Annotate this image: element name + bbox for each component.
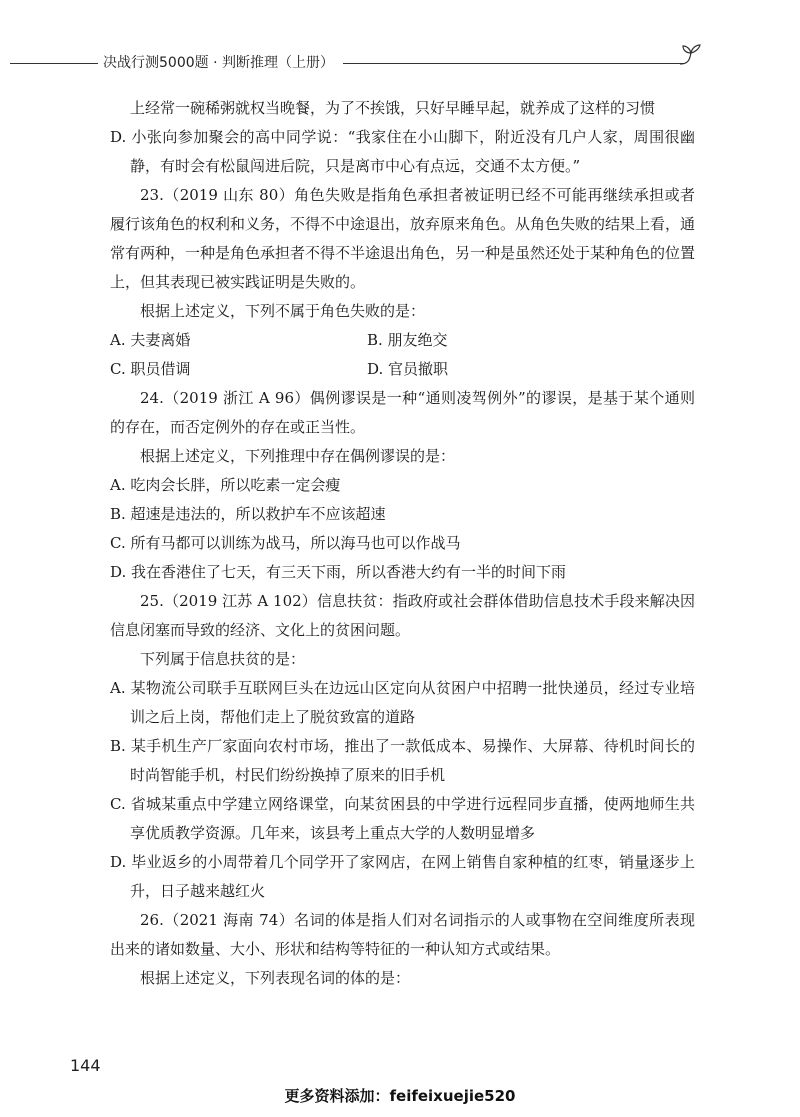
header-rule-right [343, 63, 685, 64]
option-b: B. 某手机生产厂家面向农村市场，推出了一款低成本、易操作、大屏幕、待机时间长的时尚智能手机，村民们纷纷换掉了原来的旧手机 [110, 737, 695, 784]
question-23: 23.（2019 山东 80）角色失败是指角色承担者被证明已经不可能再继续承担或者履行该角色的权利和义务，不得不中途退出，放弃原来角色。从角色失败的结果上看，通常有两种，一种是角色承担者不得不半途退出角色，另一种是虽然还处于某种角色的位置上，但其表现已被实践证明是失败的。 [110, 186, 696, 291]
option-a: A. 夫妻离婚 [110, 331, 191, 349]
question-24: 24.（2019 浙江 A 96）偶例谬误是一种“通则凌驾例外”的谬误，是基于某个通则的存在，而否定例外的存在或正当性。 [110, 389, 695, 436]
sprout-icon [676, 44, 706, 68]
option-b: B. 朋友绝交 [367, 331, 448, 349]
running-header [0, 44, 800, 74]
option-b: B. 超速是违法的，所以救护车不应该超速 [110, 505, 386, 523]
options-row [110, 326, 695, 355]
option-c: C. 所有马都可以训练为战马，所以海马也可以作战马 [110, 534, 461, 552]
page-number: 144 [70, 1056, 101, 1075]
question-25-stem: 下列属于信息扶贫的是： [140, 650, 306, 668]
option-d: D. 毕业返乡的小周带着几个同学开了家网店，在网上销售自家种植的红枣，销量逐步上升，日子越来越红火 [110, 853, 695, 900]
option-continuation: 上经常一碗稀粥就权当晚餐，为了不挨饿，只好早睡早起，就养成了这样的习惯 [130, 99, 656, 117]
footer-note: 更多资料添加：feifeixuejie520 [284, 1087, 516, 1105]
option-a: A. 吃肉会长胖，所以吃素一定会瘦 [110, 476, 341, 494]
option-c: C. 省城某重点中学建立网络课堂，向某贫困县的中学进行远程同步直播，使两地师生共享优质教学资源。几年来，该县考上重点大学的人数明显增多 [110, 795, 695, 842]
option-d: D. 小张向参加聚会的高中同学说：“我家住在小山脚下，附近没有几户人家，周围很幽静，有时会有松鼠闯进后院，只是离市中心有点远，交通不太方便。” [110, 128, 695, 175]
question-23-stem: 根据上述定义，下列不属于角色失败的是： [140, 302, 426, 320]
option-d: D. 官员撤职 [367, 360, 449, 378]
option-d: D. 我在香港住了七天，有三天下雨，所以香港大约有一半的时间下雨 [110, 563, 567, 581]
question-26: 26.（2021 海南 74）名词的体是指人们对名词指示的人或事物在空间维度所表现出来的诸如数量、大小、形状和结构等特征的一种认知方式或结果。 [110, 911, 695, 958]
question-26-stem: 根据上述定义，下列表现名词的体的是： [140, 969, 411, 987]
question-24-stem: 根据上述定义，下列推理中存在偶例谬误的是： [140, 447, 456, 465]
header-rule-left [10, 63, 98, 64]
options-row [110, 355, 695, 384]
option-c: C. 职员借调 [110, 360, 191, 378]
question-25: 25.（2019 江苏 A 102）信息扶贫：指政府或社会群体借助信息技术手段来解决因信息闭塞而导致的经济、文化上的贫困问题。 [110, 592, 695, 639]
page-body [110, 94, 695, 993]
option-a: A. 某物流公司联手互联网巨头在边远山区定向从贫困户中招聘一批快递员，经过专业培训之后上岗，帮他们走上了脱贫致富的道路 [110, 679, 695, 726]
book-title: 决战行测5000题 · 判断推理（上册） [103, 55, 334, 71]
